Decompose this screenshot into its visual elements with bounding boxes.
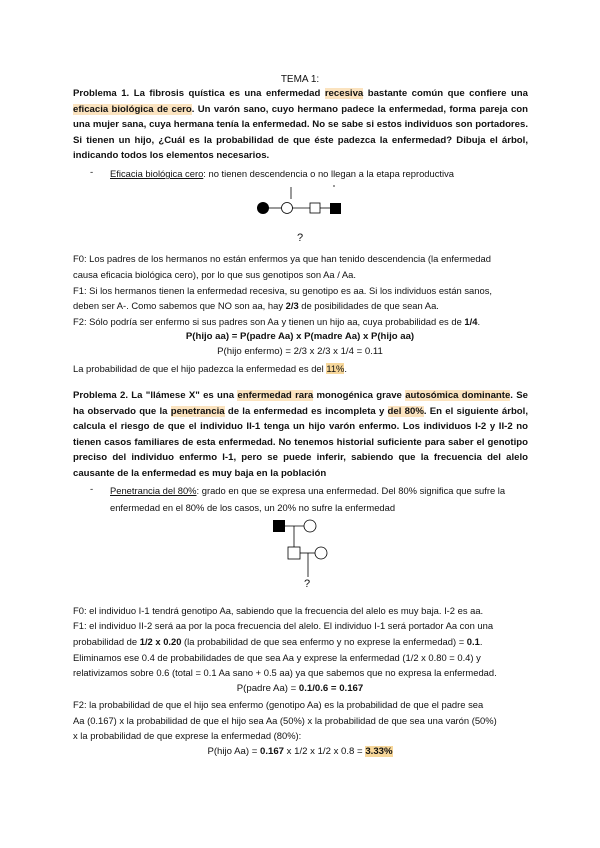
pedigree-2-I-2 xyxy=(304,520,316,532)
solution-1-conclusion xyxy=(73,361,533,377)
solution-2-line-3-a: probabilidad de xyxy=(73,636,140,647)
problem-1-statement xyxy=(73,86,528,164)
solution-1-line-4-a: deben ser A-. Como sabemos que NO son aa, hay xyxy=(73,300,286,311)
solution-2-line-3 xyxy=(73,634,533,650)
solution-1-line-4 xyxy=(73,298,533,314)
problem-2-text-2: monogénica grave xyxy=(313,390,406,401)
problem-1-label: Problema 1. xyxy=(73,88,130,99)
solution-1-line-4-b: 2/3 xyxy=(285,300,299,311)
pedigree-1-healthy-man xyxy=(310,203,320,213)
highlight-recesiva: recesiva xyxy=(324,88,364,99)
problem-1-text-3: . Un varón sano, cuyo hermano padece la enfermedad, forma pareja con una mujer sana, cuya hermana tenía la enfermedad. No se sabe si estos individuos son portadores. Si tienen un hijo, ¿Cuál es la probabilidad de que éste padezca la enfermedad? Dibuja el árbol, indicando todos los elementos necesarios. xyxy=(73,103,528,162)
problem-2-text-1: La "llámese X" es una xyxy=(128,390,238,401)
solution-2-line-3-e: . xyxy=(479,636,483,647)
solution-1-line-5-a: F2: Sólo podría ser enfermo si sus padres son Aa y tienen un hijo aa, cuya probabilidad es de xyxy=(73,316,465,327)
problem-1-text-2: bastante común que confiere una xyxy=(363,88,529,99)
solution-2-line-8: x la probabilidad de que exprese la enfermedad (80%): xyxy=(73,730,302,741)
problem-2-text-5: . En el siguiente árbol, calcula el riesgo de que el individuo II-1 tenga un hijo varón enfermo. Los individuos I-2 y II-2 no tienen casos familiares de esta enfermedad. No tenemos historial suficiente para saber el genotipo preciso del individuo enfermo I-1, pero se puede inferir, sabiendo que la frecuencia del alelo causante de la enfermedad es muy baja en la población xyxy=(73,405,528,479)
highlight-enfermedad-rara: enfermedad rara xyxy=(237,390,314,401)
pedigree-2-II-1 xyxy=(288,547,300,559)
bullet-dash-2: - xyxy=(90,484,94,495)
solution-1-calculation: P(hijo enfermo) = 2/3 x 2/3 x 1/4 = 0.11 xyxy=(217,346,383,357)
solution-1-line-5-c: . xyxy=(477,316,481,327)
pedigree-2-affected-I-1 xyxy=(273,520,285,532)
solution-1-line-4-c: de posibilidades de que sean Aa. xyxy=(298,300,439,311)
problem-2-statement xyxy=(73,388,528,482)
solution-1-conclusion-a: La probabilidad de que el hijo padezca la enfermedad es del xyxy=(73,363,327,374)
solution-2-final-c: x 1/2 x 1/2 x 0.8 = xyxy=(284,746,366,757)
solution-1-conclusion-c: . xyxy=(344,363,347,374)
highlight-penetrancia: penetrancia xyxy=(170,405,225,417)
document-title: TEMA 1: xyxy=(280,74,320,85)
solution-2-probability-father xyxy=(0,682,600,696)
pedigree-2-question-mark: ? xyxy=(304,578,311,590)
solution-2-line-3-c: (la probabilidad de que sea enfermo y no exprese la enfermedad) = xyxy=(181,636,467,647)
solution-2-line-3-d: 0.1 xyxy=(466,636,480,647)
bullet-dash-1: - xyxy=(90,167,94,178)
definition-text-2: : grado en que se expresa una enfermedad. Del 80% significa que sufre la enfermedad en el 80% de los casos, un 20% no sufre la enfermedad xyxy=(110,485,506,513)
solution-2-final-b: 0.167 xyxy=(259,746,284,757)
solution-1-line-5-b: 1/4 xyxy=(464,316,478,327)
solution-2-line-4: Eliminamos ese 0.4 de probabilidades de que sea Aa y exprese la enfermedad (1/2 x 0.80 = 0.4) y xyxy=(73,652,481,663)
highlight-80-percent: del 80% xyxy=(387,405,424,417)
solution-2-line-5: relativizamos sobre 0.6 (total = 0.1 Aa sano + 0.5 aa) ya que sabemos que no expresa la enfermedad. xyxy=(73,667,497,678)
solution-2-line-2: F1: el individuo II-2 será aa por la poca frecuencia del alelo. El individuo I-1 será portador Aa con una xyxy=(73,620,494,631)
highlight-autosomica: autosómica dominante xyxy=(405,390,511,401)
solution-2-final-result xyxy=(0,745,600,759)
solution-2-probability-father-a: P(padre Aa) = xyxy=(236,683,299,694)
bullet-definition-1 xyxy=(110,165,530,182)
pedigree-1-affected-brother xyxy=(330,203,341,214)
solution-1-line-3: F1: Si los hermanos tienen la enfermedad recesiva, su genotipo es aa. Si los individuos están sanos, xyxy=(73,285,492,296)
problem-1-text-1: La fibrosis quística es una enfermedad xyxy=(129,88,325,99)
highlight-11-percent: 11% xyxy=(326,363,345,374)
highlight-eficacia: eficacia biológica de cero xyxy=(73,103,192,115)
solution-1-line-1: F0: Los padres de los hermanos no están enfermos ya que han tenido descendencia (la enfermedad xyxy=(73,253,491,264)
pedigree-tree-2 xyxy=(270,515,330,595)
solution-2-line-6: F2: la probabilidad de que el hijo sea enfermo (genotipo Aa) es la probabilidad de que el padre sea xyxy=(73,699,484,710)
solution-1-line-5 xyxy=(73,314,533,330)
pedigree-1-question-mark: ? xyxy=(297,232,304,244)
problem-2-label: Problema 2. xyxy=(73,390,129,401)
definition-text-1: : no tienen descendencia o no llegan a la etapa reproductiva xyxy=(203,168,454,179)
solution-2-line-3-b: 1/2 x 0.20 xyxy=(139,636,182,647)
solution-2-line-1: F0: el individuo I-1 tendrá genotipo Aa, sabiendo que la frecuencia del alelo es muy baja. I-2 es aa. xyxy=(73,605,484,616)
pedigree-tree-1 xyxy=(250,183,350,223)
problem-2-text-4: de la enfermedad es incompleta y xyxy=(224,405,388,417)
pedigree-2-II-2 xyxy=(315,547,327,559)
definition-term-1: Eficacia biológica cero xyxy=(110,168,204,179)
solution-1-line-2: causa eficacia biológica cero), por lo que sus genotipos son Aa / Aa. xyxy=(73,269,356,280)
pedigree-1-affected-sister xyxy=(257,202,269,214)
problem-2-text-3: . Se ha observado que la xyxy=(73,390,528,417)
pedigree-1-healthy-woman xyxy=(282,203,293,214)
solution-2-line-7: Aa (0.167) x la probabilidad de que el hijo sea Aa (50%) x la probabilidad de que sea una varón (50%) xyxy=(73,715,497,726)
solution-1-formula: P(hijo aa) = P(padre Aa) x P(madre Aa) x P(hijo aa) xyxy=(185,331,415,342)
highlight-3-33-percent: 3.33% xyxy=(365,746,393,757)
definition-term-2: Penetrancia del 80% xyxy=(110,485,197,496)
solution-2-probability-father-b: 0.1/0.6 = 0.167 xyxy=(298,683,364,694)
solution-2-final-a: P(hijo Aa) = xyxy=(207,746,260,757)
bullet-definition-2 xyxy=(110,482,530,516)
